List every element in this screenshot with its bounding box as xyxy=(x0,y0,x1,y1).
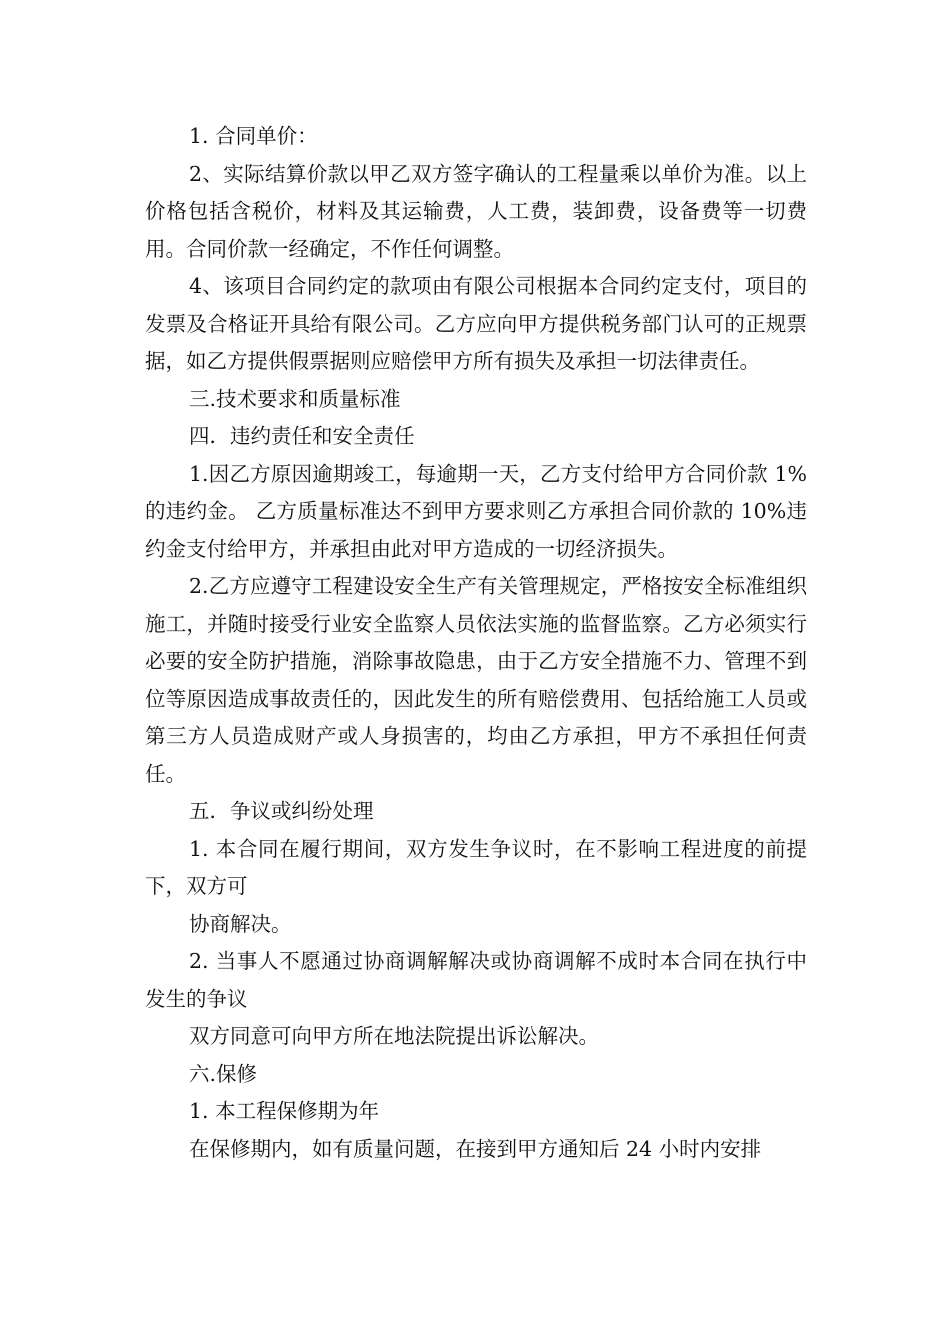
heading-liability: 四．违约责任和安全责任 xyxy=(189,424,415,448)
heading-warranty: 六.保修 xyxy=(189,1061,258,1086)
paragraph-safety-responsibility: 2.乙方应遵守工程建设安全生产有关管理规定，严格按安全标准组织施工，并随时接受行业安全监察人员依法实施的监督监察。乙方必须实行必要的安全防护措施，消除事故隐患，由于乙方安全措施不力、管理不到位等原因造成事故责任的，因此发生的所有赔偿费用、包括给施工人员或第三方人员造成财产或人身损害的，均由乙方承担，甲方不承担任何责任。 xyxy=(145,574,807,786)
paragraph-dispute-litigation: 2. 当事人不愿通过协商调解解决或协商调解不成时本合同在执行中发生的争议 xyxy=(145,949,807,1011)
document-page xyxy=(145,118,807,1168)
paragraph-negotiation-continued: 协商解决。 xyxy=(189,911,292,936)
paragraph-settlement-price: 2、实际结算价款以甲乙双方签字确认的工程量乘以单价为准。以上价格包括含税价，材料及其运输费，人工费，装卸费，设备费等一切费用。合同价款一经确定，不作任何调整。 xyxy=(145,161,807,261)
paragraph-delay-penalty: 1.因乙方原因逾期竣工，每逾期一天，乙方支付给甲方合同价款 1%的违约金。 乙方质量标准达不到甲方要求则乙方承担合同价款的 10%违约金支付给甲方，并承担由此对甲方造成的一切经济损失。 xyxy=(145,461,807,561)
paragraph-contract-unit-price: 1. 合同单价： xyxy=(189,124,318,148)
paragraph-warranty-response: 在保修期内，如有质量问题，在接到甲方通知后 24 小时内安排 xyxy=(189,1136,762,1161)
paragraph-payment-invoice: 4、该项目合同约定的款项由有限公司根据本合同约定支付，项目的发票及合格证开具给有限公司。乙方应向甲方提供税务部门认可的正规票据，如乙方提供假票据则应赔偿甲方所有损失及承担一切法律责任。 xyxy=(145,274,807,373)
paragraph-warranty-period: 1. 本工程保修期为年 xyxy=(189,1099,380,1123)
heading-dispute-resolution: 五．争议或纠纷处理 xyxy=(189,799,374,823)
paragraph-dispute-negotiation: 1. 本合同在履行期间，双方发生争议时，在不影响工程进度的前提下，双方可 xyxy=(145,836,807,898)
paragraph-litigation-continued: 双方同意可向甲方所在地法院提出诉讼解决。 xyxy=(189,1024,599,1048)
heading-technical-requirements: 三.技术要求和质量标准 xyxy=(189,386,401,411)
